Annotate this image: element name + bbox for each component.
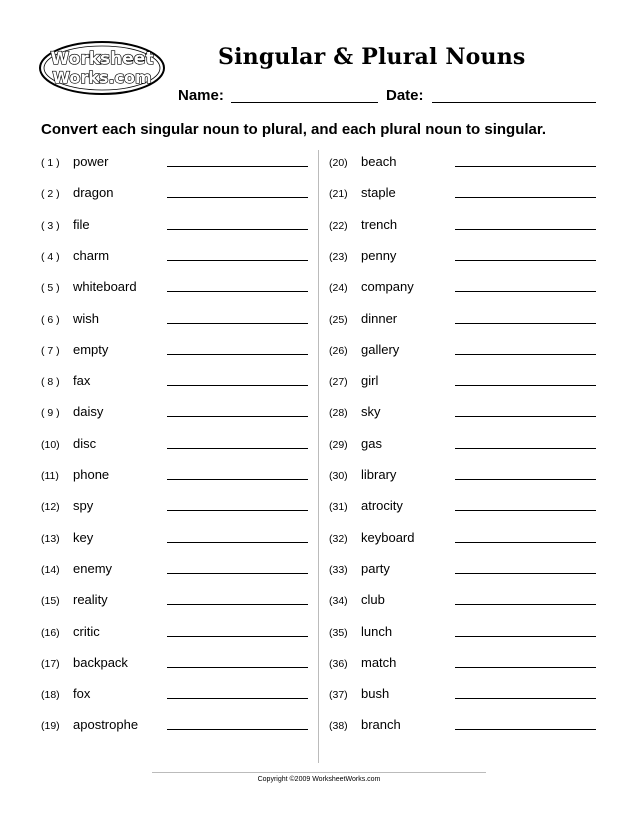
exercise-item [41, 436, 308, 458]
item-word: company [361, 279, 414, 295]
item-number: ( 2 ) [41, 188, 60, 201]
answer-line[interactable] [167, 354, 308, 355]
item-number: (17) [41, 657, 60, 670]
item-number: (10) [41, 438, 60, 451]
item-word: club [361, 592, 385, 608]
answer-line[interactable] [455, 510, 596, 511]
item-number: ( 1 ) [41, 157, 60, 169]
exercise-item [329, 154, 596, 176]
copyright-notice: Copyright ©2009 WorksheetWorks.com [257, 776, 381, 783]
item-word: backpack [73, 654, 128, 670]
exercise-item [329, 311, 596, 333]
item-number: (34) [329, 595, 348, 608]
item-word: whiteboard [73, 279, 137, 295]
answer-line[interactable] [167, 448, 308, 449]
name-field-line[interactable] [231, 102, 378, 103]
exercise-item [41, 342, 308, 364]
exercise-item [41, 373, 308, 395]
item-word: gas [361, 435, 382, 451]
item-word: phone [73, 467, 110, 482]
item-word: atrocity [361, 498, 403, 514]
exercise-item [329, 498, 596, 520]
answer-line[interactable] [167, 291, 308, 292]
answer-line[interactable] [455, 197, 596, 198]
item-number: (23) [329, 250, 348, 263]
exercise-item [329, 279, 596, 301]
exercise-item [329, 530, 596, 552]
answer-line[interactable] [455, 636, 596, 637]
item-word: trench [361, 216, 398, 232]
answer-line[interactable] [455, 729, 596, 730]
exercise-item [41, 467, 308, 489]
answer-line[interactable] [455, 698, 596, 699]
item-word: daisy [73, 404, 104, 420]
exercise-item [329, 467, 596, 489]
item-number: (32) [329, 532, 348, 545]
name-label: Name: [178, 87, 224, 104]
answer-line[interactable] [455, 416, 596, 417]
exercise-item [41, 530, 308, 552]
item-word: spy [73, 498, 94, 514]
answer-line[interactable] [455, 166, 596, 167]
exercise-item [329, 404, 596, 426]
answer-line[interactable] [167, 385, 308, 386]
exercise-item [41, 404, 308, 426]
item-number: (20) [329, 157, 348, 169]
item-word: sky [361, 404, 381, 420]
answer-line[interactable] [167, 542, 308, 543]
answer-line[interactable] [167, 229, 308, 230]
answer-line[interactable] [167, 260, 308, 261]
item-word: fax [73, 373, 91, 389]
exercise-item [41, 498, 308, 520]
answer-line[interactable] [455, 667, 596, 668]
exercise-item [329, 624, 596, 646]
exercise-item [41, 592, 308, 614]
answer-line[interactable] [167, 604, 308, 605]
item-word: gallery [361, 341, 400, 357]
item-number: ( 7 ) [41, 344, 60, 357]
item-number: (15) [41, 595, 60, 608]
item-number: ( 3 ) [41, 219, 60, 232]
exercise-item [41, 717, 308, 739]
item-number: (11) [41, 470, 59, 482]
item-number: (12) [41, 501, 60, 514]
answer-line[interactable] [167, 510, 308, 511]
item-word: fox [73, 686, 91, 702]
exercise-item [329, 342, 596, 364]
answer-line[interactable] [167, 667, 308, 668]
date-field-line[interactable] [432, 102, 596, 103]
item-number: (28) [329, 407, 348, 420]
answer-line[interactable] [167, 636, 308, 637]
item-word: disc [73, 435, 97, 451]
item-word: power [73, 154, 109, 169]
item-word: party [361, 560, 390, 576]
answer-line[interactable] [455, 354, 596, 355]
answer-line[interactable] [455, 323, 596, 324]
answer-line[interactable] [455, 385, 596, 386]
item-number: (26) [329, 344, 348, 357]
date-label: Date: [386, 87, 424, 104]
item-word: match [361, 654, 397, 670]
item-word: wish [73, 310, 100, 326]
item-number: (24) [329, 282, 348, 295]
item-word: dragon [73, 185, 114, 201]
svg-text:Worksheet: Worksheet [50, 49, 154, 69]
item-word: charm [73, 247, 110, 263]
answer-line[interactable] [455, 479, 596, 480]
exercise-item [41, 311, 308, 333]
item-word: dinner [361, 310, 398, 326]
item-word: keyboard [361, 529, 415, 545]
item-word: library [361, 467, 397, 482]
item-word: empty [73, 341, 109, 357]
item-word: branch [361, 717, 401, 733]
instructions: Convert each singular noun to plural, and each plural noun to singular. [41, 121, 547, 138]
item-number: ( 6 ) [41, 313, 60, 326]
exercise-item [41, 185, 308, 207]
exercise-item [41, 561, 308, 583]
exercise-item [41, 279, 308, 301]
exercise-item [41, 686, 308, 708]
item-word: apostrophe [73, 717, 139, 733]
item-number: ( 4 ) [41, 250, 60, 263]
item-number: (19) [41, 720, 60, 733]
item-word: file [73, 216, 90, 232]
answer-line[interactable] [167, 416, 308, 417]
item-number: (36) [329, 657, 348, 670]
item-word: lunch [361, 623, 393, 639]
item-word: key [73, 529, 94, 545]
answer-line[interactable] [167, 166, 308, 167]
answer-line[interactable] [167, 698, 308, 699]
exercise-item [41, 655, 308, 677]
item-number: (21) [329, 188, 348, 201]
item-word: enemy [73, 560, 113, 576]
exercise-item [329, 248, 596, 270]
item-word: critic [73, 623, 100, 639]
item-number: (14) [41, 563, 60, 576]
exercise-item [329, 655, 596, 677]
exercise-item [41, 248, 308, 270]
exercise-item [329, 561, 596, 583]
item-number: ( 8 ) [41, 376, 60, 389]
answer-line[interactable] [167, 479, 308, 480]
item-number: (31) [329, 501, 348, 514]
item-number: (38) [329, 720, 348, 733]
exercise-item [329, 592, 596, 614]
item-number: (16) [41, 626, 60, 639]
item-number: (25) [329, 313, 348, 326]
answer-line[interactable] [455, 260, 596, 261]
answer-line[interactable] [455, 604, 596, 605]
exercise-item [329, 717, 596, 739]
answer-line[interactable] [455, 542, 596, 543]
item-number: ( 5 ) [41, 282, 60, 295]
item-number: (35) [329, 626, 348, 639]
worksheetworks-logo [38, 40, 166, 96]
item-number: (27) [329, 376, 348, 389]
item-word: reality [73, 592, 108, 608]
item-word: bush [361, 686, 390, 702]
exercise-item [329, 217, 596, 239]
item-word: beach [361, 154, 397, 169]
exercise-item [41, 217, 308, 239]
answer-line[interactable] [167, 323, 308, 324]
answer-line[interactable] [167, 729, 308, 730]
item-word: staple [361, 185, 396, 201]
answer-line[interactable] [455, 573, 596, 574]
answer-line[interactable] [455, 448, 596, 449]
footer-divider [152, 772, 486, 773]
exercise-item [329, 686, 596, 708]
exercise-item [41, 624, 308, 646]
item-number: (37) [329, 689, 348, 702]
answer-line[interactable] [167, 573, 308, 574]
answer-line[interactable] [455, 291, 596, 292]
item-number: (13) [41, 532, 60, 545]
exercise-item [329, 373, 596, 395]
page-title: Singular & Plural Nouns [218, 44, 526, 70]
item-number: (33) [329, 563, 348, 576]
item-number: (18) [41, 689, 60, 702]
svg-text:Works.com: Works.com [52, 68, 152, 87]
column-divider [318, 150, 319, 763]
exercise-item [329, 185, 596, 207]
item-word: girl [361, 373, 379, 389]
exercise-item [329, 436, 596, 458]
item-word: penny [361, 247, 397, 263]
answer-line[interactable] [455, 229, 596, 230]
item-number: (22) [329, 219, 348, 232]
exercise-item [41, 154, 308, 176]
item-number: (30) [329, 470, 348, 482]
item-number: ( 9 ) [41, 407, 60, 420]
answer-line[interactable] [167, 197, 308, 198]
item-number: (29) [329, 438, 348, 451]
